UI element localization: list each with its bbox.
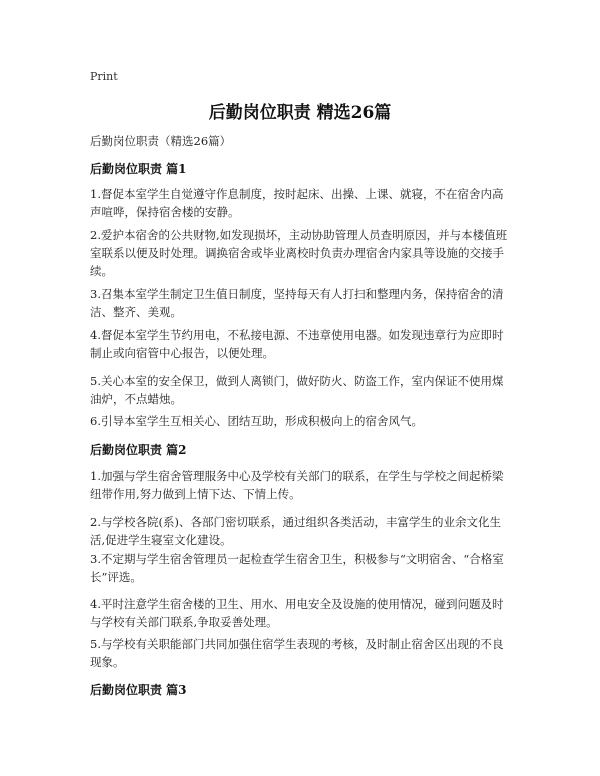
section-heading-2: 后勤岗位职责 篇2 bbox=[90, 443, 187, 457]
section-heading-3: 后勤岗位职责 篇3 bbox=[90, 683, 187, 697]
print-label[interactable]: Print bbox=[90, 70, 118, 83]
page-subtitle: 后勤岗位职责（精选26篇） bbox=[90, 134, 232, 148]
section-1-paragraph-6: 6.引导本室学生互相关心、团结互助，形成积极向上的宿舍风气。 bbox=[90, 414, 423, 428]
section-heading-1: 后勤岗位职责 篇1 bbox=[90, 162, 187, 176]
section-1-paragraph-2: 2.爱护本宿舍的公共财物,如发现损坏，主动协助管理人员查明原因，并与本楼值班 室联系以便及时处理。调换宿舍或毕业离校时负责办理宿舍内家具等设施的交接手 续。 bbox=[90, 228, 508, 278]
page-title: 后勤岗位职责 精选26篇 bbox=[208, 103, 392, 123]
section-2-paragraph-2: 2.与学校各院(系)、各部门密切联系，通过组织各类活动，丰富学生的业余文化生 活,促进学生寝室文化建设。 bbox=[90, 515, 501, 547]
section-1-paragraph-3: 3.召集本室学生制定卫生值日制度，坚持每天有人打扫和整理内务，保持宿舍的清 洁、整齐、美观。 bbox=[90, 287, 504, 319]
section-2-paragraph-1: 1.加强与学生宿舍管理服务中心及学校有关部门的联系，在学生与学校之间起桥梁 纽带作用,努力做到上情下达、下情上传。 bbox=[90, 469, 504, 501]
section-1-paragraph-4: 4.督促本室学生节约用电，不私接电源、不违章使用电器。如发现违章行为应即时 制止或向宿管中心报告，以便处理。 bbox=[90, 328, 504, 360]
section-2-paragraph-3: 3.不定期与学生宿舍管理员一起检查学生宿舍卫生，积极参与“文明宿舍、“合格室 长”评选。 bbox=[90, 552, 504, 584]
section-1-paragraph-5: 5.关心本室的安全保卫，做到人离锁门，做好防火、防盗工作，室内保证不使用煤 油炉，不点蜡烛。 bbox=[90, 374, 504, 406]
section-1-paragraph-1: 1.督促本室学生自觉遵守作息制度，按时起床、出操、上课、就寝，不在宿舍内高 声喧哗，保持宿舍楼的安静。 bbox=[90, 187, 504, 219]
section-2-paragraph-4: 4.平时注意学生宿舍楼的卫生、用水、用电安全及设施的使用情况，碰到问题及时 与学校有关部门联系,争取妥善处理。 bbox=[90, 597, 504, 629]
section-2-paragraph-5: 5.与学校有关职能部门共同加强住宿学生表现的考核，及时制止宿舍区出现的不良 现象。 bbox=[90, 637, 504, 669]
